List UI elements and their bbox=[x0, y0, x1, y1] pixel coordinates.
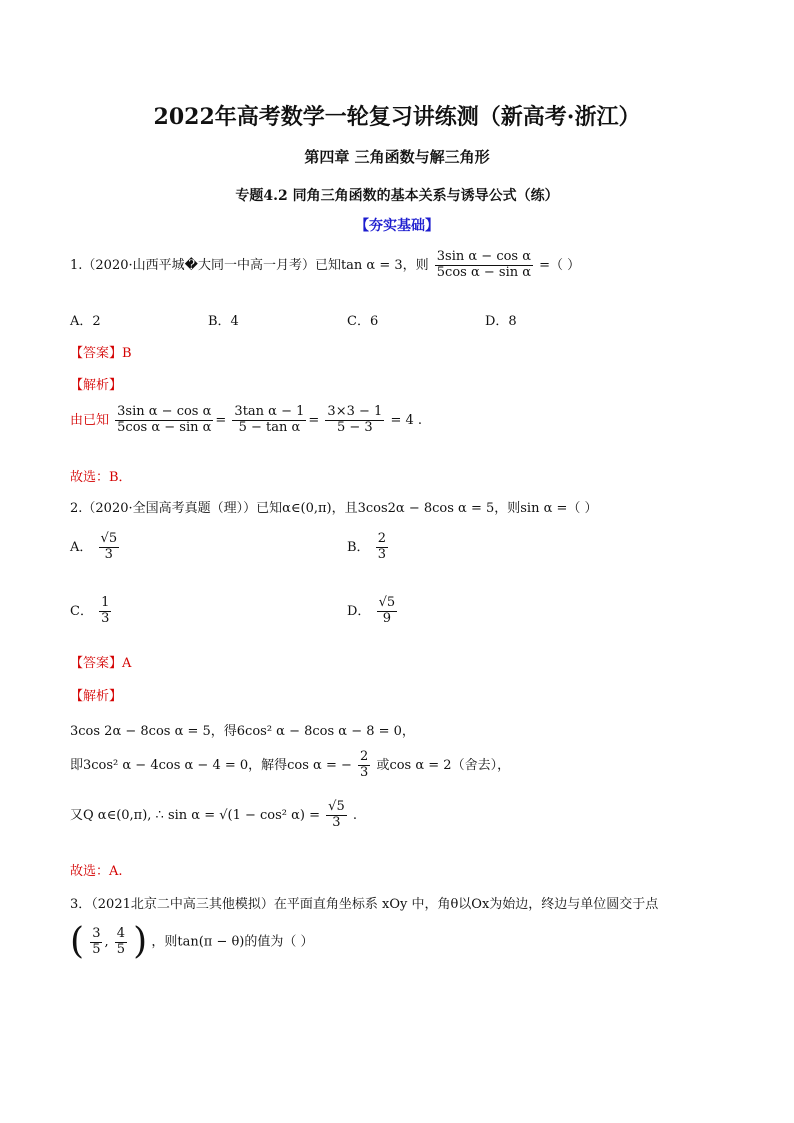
fraction-denominator: 3 bbox=[360, 764, 369, 780]
question-1-answer: 【答案】B bbox=[70, 346, 132, 361]
fraction-numerator: 1 bbox=[101, 595, 110, 610]
question-1-stem bbox=[70, 250, 580, 281]
chapter-title: 第四章 三角函数与解三角形 bbox=[304, 148, 490, 166]
fraction-numerator: 3tan α − 1 bbox=[234, 404, 305, 419]
option-letter: D． bbox=[347, 603, 371, 619]
fraction-denominator: 9 bbox=[382, 610, 391, 626]
question-2-stem: 2.（2020·全国高考真题（理））已知α∈(0,π)，且3cos2α − 8cos α = 5，则sin α =（ ） bbox=[70, 501, 598, 516]
option-fraction bbox=[376, 532, 388, 563]
fraction-denominator: 3 bbox=[101, 610, 110, 626]
question-2-option-b bbox=[347, 532, 390, 563]
fraction-denominator: 5cos α − sin α bbox=[117, 419, 212, 435]
point-y-fraction bbox=[115, 927, 127, 958]
question-2-option-a bbox=[70, 532, 121, 563]
line-3-prefix: 又Q α∈(0,π), ∴ sin α = √(1 − cos² α) = bbox=[70, 807, 321, 823]
fraction-numerator: 2 bbox=[377, 531, 386, 546]
solution-result: = 4 . bbox=[390, 412, 422, 428]
line-2-suffix: 或cos α = 2（舍去）， bbox=[376, 757, 511, 773]
fraction-numerator: 2 bbox=[360, 749, 369, 764]
option-fraction bbox=[99, 596, 111, 627]
line-3-suffix: . bbox=[352, 807, 357, 823]
question-1-analysis-label: 【解析】 bbox=[70, 378, 123, 393]
question-1-option-c: C．6 bbox=[347, 314, 379, 329]
question-1-fraction bbox=[435, 250, 533, 281]
option-letter: A． bbox=[70, 539, 93, 555]
solution-prefix: 由已知 bbox=[70, 412, 110, 428]
question-1-option-b: B．4 bbox=[208, 314, 239, 329]
fraction-numerator: √5 bbox=[328, 799, 345, 814]
question-1-tail: =（ ） bbox=[539, 257, 581, 273]
question-1-conclusion: 故选：B． bbox=[70, 470, 132, 485]
fraction-denominator: 5cos α − sin α bbox=[436, 264, 532, 280]
question-2-solution-line-1: 3cos 2α − 8cos α = 5，得6cos² α − 8cos α − 8 = 0， bbox=[70, 724, 415, 739]
line-2-prefix: 即3cos² α − 4cos α − 4 = 0，解得cos α = − bbox=[70, 757, 352, 773]
fraction-numerator: √5 bbox=[100, 531, 118, 546]
fraction-denominator: 5 − 3 bbox=[337, 419, 373, 435]
fraction-numerator: 3 bbox=[92, 925, 101, 941]
fraction-denominator: 5 bbox=[92, 941, 101, 957]
solution-fraction-2 bbox=[232, 405, 306, 436]
question-2-option-c bbox=[70, 596, 113, 627]
fraction-numerator: 3sin α − cos α bbox=[436, 249, 532, 264]
question-1-solution: 由已知 $\frac{\text{3sin α − cos α}}{\text{5cos α − sin α}}$ = $\frac{\text{3tan α − 1}}{\text{5 − tan α}}$ = $\frac{3\times 3 - 1}{5 - 3}$ = 4 . bbox=[70, 404, 422, 435]
option-fraction bbox=[377, 596, 398, 627]
line-3-fraction bbox=[326, 800, 347, 831]
question-2-conclusion: 故选：A. bbox=[70, 864, 123, 879]
left-paren: ( bbox=[70, 921, 85, 962]
question-1-text: 1.（2020·山西平城�大同一中高一月考）已知tan α = 3，则 bbox=[70, 257, 429, 273]
option-letter: C． bbox=[70, 603, 93, 619]
fraction-denominator: 3 bbox=[104, 546, 113, 562]
question-2-solution-line-2 bbox=[70, 750, 510, 781]
document-title: 2022年高考数学一轮复习讲练测（新高考·浙江） bbox=[153, 104, 641, 130]
fraction-denominator: 5 bbox=[116, 941, 126, 957]
point-x-fraction bbox=[90, 927, 102, 958]
line-2-fraction bbox=[358, 750, 370, 781]
fraction-numerator: 3sin α − cos α bbox=[117, 404, 212, 419]
question-2-answer: 【答案】A bbox=[70, 656, 132, 671]
solution-fraction-3 bbox=[325, 405, 384, 436]
question-2-option-d bbox=[347, 596, 399, 627]
option-fraction bbox=[99, 532, 120, 563]
fraction-numerator: 3×3 − 1 bbox=[327, 404, 383, 419]
solution-fraction-1 bbox=[115, 405, 213, 436]
fraction-denominator: 3 bbox=[377, 546, 386, 562]
fraction-numerator: √5 bbox=[378, 595, 396, 610]
question-2-analysis-label: 【解析】 bbox=[70, 689, 123, 704]
fraction-numerator: 4 bbox=[116, 925, 126, 941]
fraction-denominator: 5 − tan α bbox=[238, 419, 301, 435]
fraction-denominator: 3 bbox=[332, 814, 341, 830]
question-3-stem: 3．（2021北京二中高三其他模拟）在平面直角坐标系 xOy 中，角θ以Ox为始边，终边与单位圆交于点 bbox=[70, 897, 659, 912]
section-heading: 【夯实基础】 bbox=[355, 218, 439, 234]
right-paren: ) bbox=[133, 921, 148, 962]
option-letter: B． bbox=[347, 539, 370, 555]
question-2-solution-line-3 bbox=[70, 800, 357, 831]
question-1-option-d: D．8 bbox=[485, 314, 517, 329]
question-3-tail: ，则tan(π − θ)的值为（ ） bbox=[151, 934, 314, 950]
question-1-option-a: A．2 bbox=[70, 314, 101, 329]
question-3-continuation: ( $\frac{3}{5}$ , $\frac{4}{5}$ ) ，则tan(π − θ)的值为（ ） bbox=[70, 921, 314, 962]
topic-title: 专题4.2 同角三角函数的基本关系与诱导公式（练） bbox=[235, 188, 559, 204]
